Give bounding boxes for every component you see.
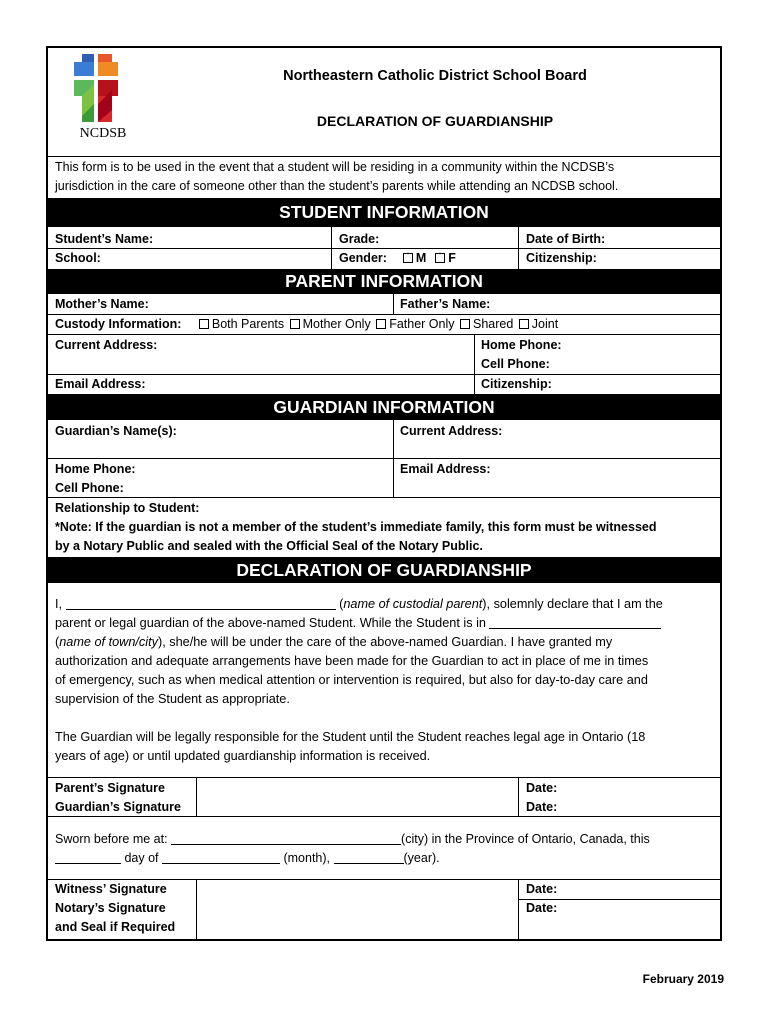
form-frame — [46, 46, 722, 941]
gender-label: Gender: — [339, 251, 387, 265]
guardian-address-label[interactable]: Current Address: — [400, 424, 503, 438]
custody-shared-checkbox[interactable] — [460, 319, 470, 329]
seal-label: and Seal if Required — [55, 920, 176, 934]
guardian-info-heading: GUARDIAN INFORMATION — [48, 394, 720, 420]
parent-signature-field[interactable] — [197, 778, 517, 797]
declaration-heading: DECLARATION OF GUARDIANSHIP — [48, 557, 720, 583]
notary-signature-label: Notary’s Signature — [55, 901, 166, 915]
school-label[interactable]: School: — [55, 251, 101, 265]
guardian-signature-field[interactable] — [197, 797, 517, 816]
relationship-label[interactable]: Relationship to Student: — [55, 501, 200, 515]
sworn-city-blank[interactable] — [171, 833, 401, 845]
gender-m-label: M — [415, 251, 427, 265]
custody-mother-label: Mother Only — [302, 317, 371, 331]
guardian-names-label[interactable]: Guardian’s Name(s): — [55, 424, 177, 438]
notary-date-label[interactable]: Date: — [526, 901, 558, 915]
student-name-label[interactable]: Student’s Name: — [55, 232, 154, 246]
custodial-parent-blank[interactable] — [66, 598, 336, 610]
sworn-line-2: day of (month), (year). — [55, 851, 440, 865]
witness-date-label[interactable]: Date: — [526, 882, 558, 896]
doc-title: DECLARATION OF GUARDIANSHIP — [316, 113, 554, 129]
student-info-heading: STUDENT INFORMATION — [48, 198, 720, 227]
intro-line-2: jurisdiction in the care of someone other than the student’s parents while attending an NCDSB school. — [55, 179, 619, 193]
guardian-note-line-2: by a Notary Public and sealed with the Official Seal of the Notary Public. — [55, 539, 483, 553]
guardian-signature-label: Guardian’s Signature — [55, 800, 181, 814]
guardian-cell-phone-label[interactable]: Cell Phone: — [55, 481, 124, 495]
mother-name-label[interactable]: Mother’s Name: — [55, 297, 149, 311]
dob-label[interactable]: Date of Birth: — [526, 232, 606, 246]
grade-label[interactable]: Grade: — [339, 232, 380, 246]
witness-signature-label: Witness’ Signature — [55, 882, 167, 896]
custody-both-checkbox[interactable] — [199, 319, 209, 329]
custody-shared-label: Shared — [473, 317, 514, 331]
custody-joint-checkbox[interactable] — [519, 319, 529, 329]
gender-f-label: F — [448, 251, 456, 265]
custody-both-label: Both Parents — [211, 317, 285, 331]
gender-field — [339, 251, 456, 265]
custody-mother-checkbox[interactable] — [290, 319, 300, 329]
parent-date-label[interactable]: Date: — [526, 781, 558, 795]
sworn-day-blank[interactable] — [55, 852, 121, 864]
custodial-parent-hint: name of custodial parent — [343, 597, 483, 611]
sworn-year-blank[interactable] — [334, 852, 404, 864]
declaration-paragraph: I, (name of custodial parent), solemnly declare that I am the parent or legal guardian of the above-named Student. While the Student is in (name of town/city), she/he will be under the care of the above-named Guardian. I have granted my authorization and adequate arrangements have been made for the Guardian to act in place of me in times of emergency, such as when medical attention or intervention is required, but also for day-to-day care and supervision of the Student as appropriate. — [55, 597, 663, 706]
parent-citizenship-label[interactable]: Citizenship: — [481, 377, 552, 391]
sworn-line-1: Sworn before me at: (city) in the Province of Ontario, Canada, this — [55, 832, 650, 846]
gender-m-checkbox[interactable] — [403, 253, 413, 263]
parent-email-label[interactable]: Email Address: — [55, 377, 146, 391]
student-citizenship-label[interactable]: Citizenship: — [526, 251, 597, 265]
parent-cell-phone-label[interactable]: Cell Phone: — [481, 357, 550, 371]
logo-text: NCDSB — [79, 126, 127, 141]
org-name: Northeastern Catholic District School Board — [283, 68, 587, 84]
guardian-note-line-1: *Note: If the guardian is not a member of the student’s immediate family, this form must be witnessed — [55, 520, 657, 534]
decl-l1a: I, — [55, 597, 66, 611]
town-city-hint: name of town/city — [59, 635, 158, 649]
parent-home-phone-label[interactable]: Home Phone: — [481, 338, 562, 352]
custody-father-label: Father Only — [389, 317, 455, 331]
footer-date: February 2019 — [642, 972, 724, 986]
gender-f-checkbox[interactable] — [435, 253, 445, 263]
guardian-home-phone-label[interactable]: Home Phone: — [55, 462, 136, 476]
responsibility-paragraph: The Guardian will be legally responsible for the Student until the Student reaches legal age in Ontario (18 years of age) or until updated guardianship information is received. — [55, 730, 646, 763]
guardian-email-label[interactable]: Email Address: — [400, 462, 491, 476]
custody-father-checkbox[interactable] — [376, 319, 386, 329]
town-city-blank[interactable] — [489, 617, 661, 629]
parent-info-heading: PARENT INFORMATION — [48, 269, 720, 294]
custody-joint-label: Joint — [531, 317, 559, 331]
father-name-label[interactable]: Father’s Name: — [400, 297, 491, 311]
sworn-month-blank[interactable] — [162, 852, 280, 864]
notary-signature-field[interactable] — [197, 899, 517, 939]
witness-signature-field[interactable] — [197, 880, 517, 899]
custody-label: Custody Information: — [55, 317, 182, 331]
intro-line-1: This form is to be used in the event that a student will be residing in a community within the NCDSB’s — [55, 160, 615, 174]
parent-address-label[interactable]: Current Address: — [55, 338, 158, 352]
custody-row — [55, 317, 558, 331]
guardian-date-label[interactable]: Date: — [526, 800, 558, 814]
parent-signature-label: Parent’s Signature — [55, 781, 165, 795]
